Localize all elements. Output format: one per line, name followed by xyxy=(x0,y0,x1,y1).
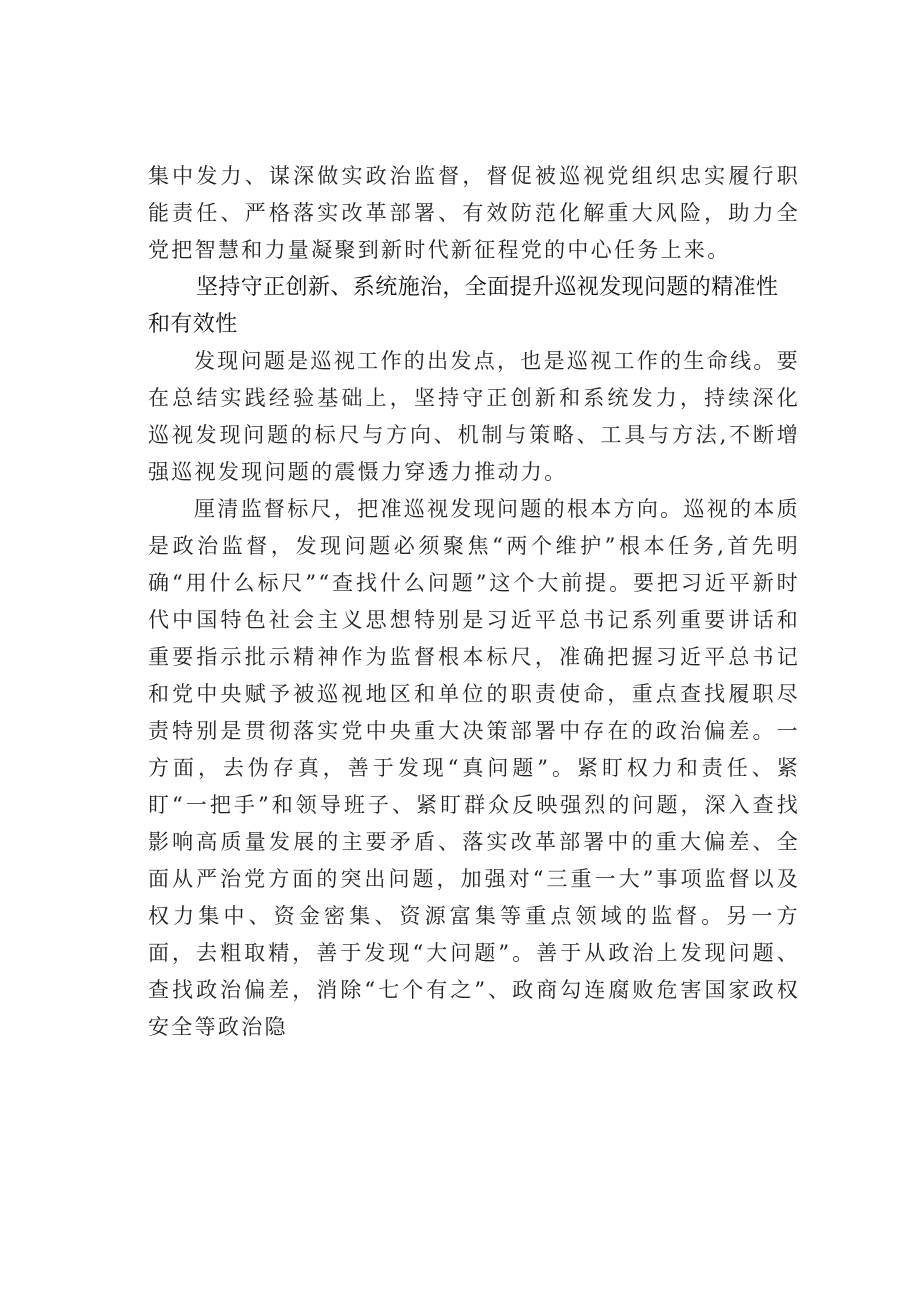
paragraph-intro: 发现问题是巡视工作的出发点，也是巡视工作的生命线。要在总结实践经验基础上，坚持守正创新和系统发力，持续深化巡视发现问题的标尺与方向、机制与策略、工具与方法,不断增强巡视发现问题的震慑力穿透力推动力。 xyxy=(148,349,800,484)
paragraph-supervision-standard: 厘清监督标尺，把准巡视发现问题的根本方向。巡视的本质是政治监督，发现问题必须聚焦“两个维护”根本任务,首先明确“用什么标尺”“查找什么问题”这个大前提。要把习近平新时代中国特色社会主义思想特别是习近平总书记系列重要讲话和重要指示批示精神作为监督根本标尺，准确把握习近平总书记和党中央赋予被巡视地区和单位的职责使命，重点查找履职尽责特别是贯彻落实党中央重大决策部署中存在的政治偏差。一方面，去伪存真，善于发现“真问题”。紧盯权力和责任、紧盯“一把手”和领导班子、紧盯群众反映强烈的问题，深入查找影响高质量发展的主要矛盾、落实改革部署中的重大偏差、全面从严治党方面的突出问题，加强对“三重一大”事项监督以及权力集中、资金密集、资源富集等重点领域的监督。另一方面，去粗取精，善于发现“大问题”。善于从政治上发现问题、查找政治偏差，消除“七个有之”、政商勾连腐败危害国家政权安全等政治隐 xyxy=(148,497,800,1039)
document-content xyxy=(148,158,800,1046)
section-heading: 坚持守正创新、系统施治，全面提升巡视发现问题的精准性和有效性 xyxy=(148,275,779,337)
paragraph-continuation: 集中发力、谋深做实政治监督，督促被巡视党组织忠实履行职能责任、严格落实改革部署、有效防范化解重大风险，助力全党把智慧和力量凝聚到新时代新征程党的中心任务上来。 xyxy=(148,164,800,262)
